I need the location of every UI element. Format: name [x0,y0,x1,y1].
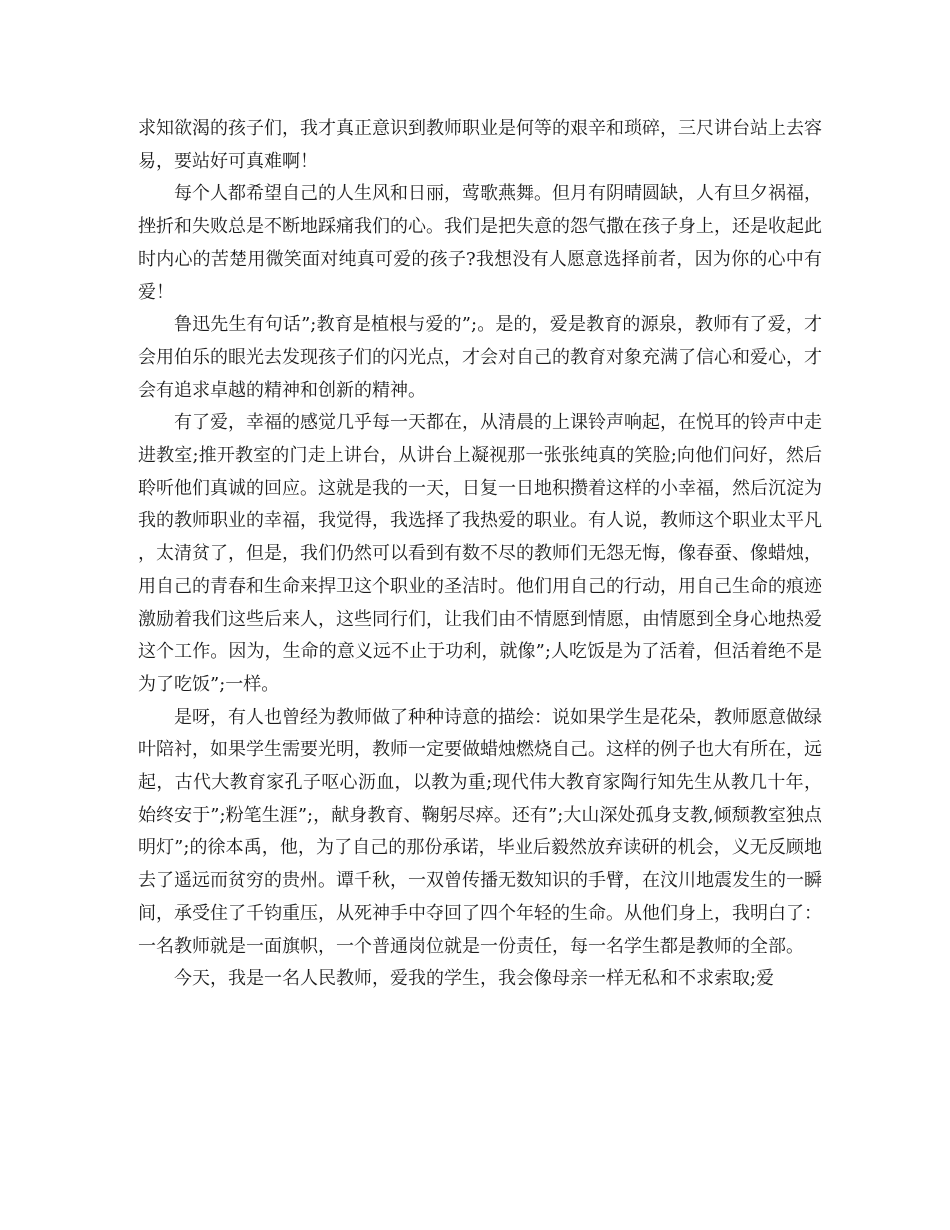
paragraph-3: 鲁迅先生有句话”;教育是植根与爱的”;。是的，爱是教育的源泉，教师有了爱，才会用伯乐的眼光去发现孩子们的闪光点，才会对自己的教育对象充满了信心和爱心，才会有追求卓越的精神和创新的精神。 [138,314,822,401]
paragraph-4: 有了爱，幸福的感觉几乎每一天都在，从清晨的上课铃声响起，在悦耳的铃声中走进教室;推开教室的门走上讲台，从讲台上凝视那一张张纯真的笑脸;向他们问好，然后聆听他们真诚的回应。这就是我的一天，日复一日地积攒着这样的小幸福，然后沉淀为我的教师职业的幸福，我觉得，我选择了我热爱的职业。有人说，教师这个职业太平凡，太清贫了，但是，我们仍然可以看到有数不尽的教师们无怨无悔，像春蚕、像蜡烛，用自己的青春和生命来捍卫这个职业的圣洁时。他们用自己的行动，用自己生命的痕迹激励着我们这些后来人，这些同行们，让我们由不情愿到情愿，由情愿到全身心地热爱这个工作。因为，生命的意义远不止于功利，就像”;人吃饭是为了活着，但活着绝不是为了吃饭”;一样。 [138,412,822,695]
paragraph-5: 是呀，有人也曾经为教师做了种种诗意的描绘：说如果学生是花朵，教师愿意做绿叶陪衬，如果学生需要光明，教师一定要做蜡烛燃烧自己。这样的例子也大有所在，远起，古代大教育家孔子呕心沥血，以教为重;现代伟大教育家陶行知先生从教几十年，始终安于”;粉笔生涯”;，献身教育、鞠躬尽瘁。还有”;大山深处孤身支教,倾颓教室独点明灯”;的徐本禹，他，为了自己的那份承诺，毕业后毅然放弃读研的机会，义无反顾地去了遥远而贫穷的贵州。谭千秋，一双曾传播无数知识的手臂，在汶川地震发生的一瞬间，承受住了千钧重压，从死神手中夺回了四个年轻的生命。从他们身上，我明白了：一名教师就是一面旗帜，一个普通岗位就是一份责任，每一名学生都是教师的全部。 [138,706,822,957]
document-body [138,113,822,996]
paragraph-6: 今天，我是一名人民教师，爱我的学生，我会像母亲一样无私和不求索取;爱 [174,968,775,990]
paragraph-1: 求知欲渴的孩子们，我才真正意识到教师职业是何等的艰辛和琐碎，三尺讲台站上去容易，要站好可真难啊！ [138,118,822,172]
paragraph-2: 每个人都希望自己的人生风和日丽，莺歌燕舞。但月有阴晴圆缺，人有旦夕祸福，挫折和失败总是不断地踩痛我们的心。我们是把失意的怨气撒在孩子身上，还是收起此时内心的苦楚用微笑面对纯真可爱的孩子?我想没有人愿意选择前者，因为你的心中有爱！ [138,183,822,303]
